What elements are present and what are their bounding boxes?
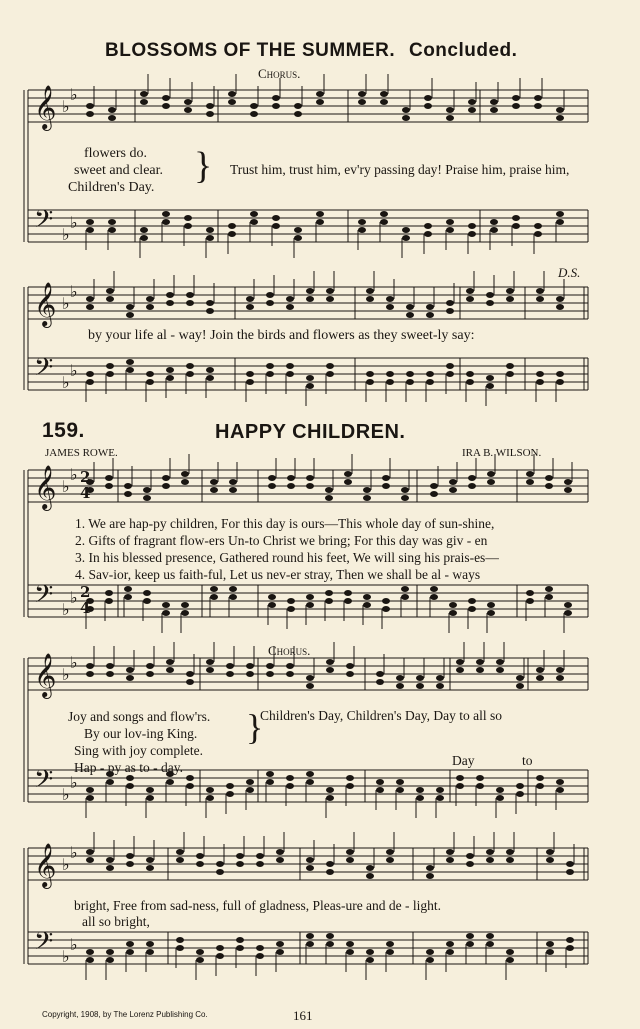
svg-text:𝄞: 𝄞 — [34, 465, 57, 509]
svg-text:𝄢: 𝄢 — [34, 205, 54, 240]
bass-lyric: Day — [452, 753, 475, 768]
lyric-line: Joy and songs and flow'rs. — [68, 709, 211, 724]
composer: IRA B. WILSON. — [462, 447, 542, 459]
hymn-title: HAPPY CHILDREN. — [215, 421, 406, 443]
verse-end-lyrics — [68, 708, 210, 776]
verse-line: 1. We are hap-py children, For this day is ours—This whole day of sun-shine, — [75, 516, 495, 531]
lyric-line: Hap - py as to - day. — [74, 760, 183, 775]
svg-text:♭: ♭ — [70, 773, 78, 792]
svg-text:𝄢: 𝄢 — [34, 927, 54, 962]
svg-text:♭: ♭ — [62, 97, 70, 116]
svg-text:♭: ♭ — [70, 843, 78, 862]
concluded-label: Concluded. — [408, 40, 518, 61]
author: JAMES ROWE. — [45, 447, 118, 459]
verse-end-lyrics — [68, 145, 164, 196]
svg-text:♭: ♭ — [70, 213, 78, 232]
svg-text:4: 4 — [80, 484, 91, 502]
svg-text:2: 2 — [80, 583, 91, 601]
verse-line: 3. In his blessed presence, Gathered round his feet, We will sing his prais-es— — [75, 550, 499, 565]
svg-text:𝄞: 𝄞 — [34, 843, 57, 887]
chorus-label: Chorus. — [258, 66, 301, 81]
svg-text:♭: ♭ — [70, 85, 78, 104]
lyric-line: flowers do. — [84, 146, 147, 161]
hymn-number: 159. — [42, 419, 85, 442]
svg-text:♭: ♭ — [62, 665, 70, 684]
svg-text:♭: ♭ — [62, 477, 70, 496]
svg-text:2: 2 — [80, 468, 91, 486]
brace: } — [194, 145, 213, 187]
svg-text:♭: ♭ — [62, 373, 70, 392]
lyric-line: sweet and clear. — [74, 163, 164, 178]
chorus-lyrics: Trust him, trust him, ev'ry passing day! Praise him, praise him, — [230, 162, 570, 177]
svg-text:♭: ♭ — [62, 600, 70, 619]
svg-text:♭: ♭ — [70, 465, 78, 484]
copyright: Copyright, 1908, by The Lorenz Publishing Co. — [42, 1010, 208, 1019]
svg-text:𝄢: 𝄢 — [34, 353, 54, 388]
svg-text:𝄞: 𝄞 — [34, 85, 57, 129]
svg-text:𝄞: 𝄞 — [34, 653, 57, 697]
svg-text:♭: ♭ — [70, 361, 78, 380]
bass-lyric: to — [522, 753, 533, 768]
svg-text:𝄞: 𝄞 — [34, 282, 57, 326]
svg-text:♭: ♭ — [70, 588, 78, 607]
lyric-line: Sing with joy complete. — [74, 743, 203, 758]
svg-text:♭: ♭ — [62, 225, 70, 244]
ds-marking: D.S. — [558, 265, 581, 280]
svg-text:♭: ♭ — [70, 935, 78, 954]
svg-text:♭: ♭ — [62, 785, 70, 804]
chorus-lyrics: Children's Day, Children's Day, Day to all so — [260, 708, 502, 723]
svg-text:♭: ♭ — [70, 653, 78, 672]
svg-text:𝄢: 𝄢 — [34, 580, 54, 615]
verse-line: 2. Gifts of fragrant flow-ers Un-to Christ we bring; For this day was giv - en — [75, 533, 488, 548]
chorus-lyrics: all so bright, — [82, 914, 150, 929]
brace: } — [246, 707, 264, 747]
svg-text:♭: ♭ — [62, 855, 70, 874]
svg-text:♭: ♭ — [62, 947, 70, 966]
song-title-text: BLOSSOMS OF THE SUMMER. — [105, 40, 396, 61]
lyric-line: Children's Day. — [68, 180, 155, 195]
page-number: 161 — [293, 1008, 313, 1023]
verse-lyrics — [75, 515, 499, 583]
svg-text:♭: ♭ — [62, 294, 70, 313]
chorus-lyrics: by your life al - way! Join the birds and flowers as they sweet-ly say: — [88, 328, 475, 343]
svg-text:𝄢: 𝄢 — [34, 765, 54, 800]
svg-text:4: 4 — [80, 599, 91, 617]
svg-text:♭: ♭ — [70, 282, 78, 301]
verse-line: 4. Sav-ior, keep us faith-ful, Let us nev-er stray, Then we shall be al - ways — [75, 567, 481, 582]
lyric-line: By our lov-ing King. — [84, 726, 198, 741]
chorus-lyrics: bright, Free from sad-ness, full of gladness, Pleas-ure and de - light. — [74, 898, 442, 913]
chorus-label: Chorus. — [268, 643, 311, 658]
